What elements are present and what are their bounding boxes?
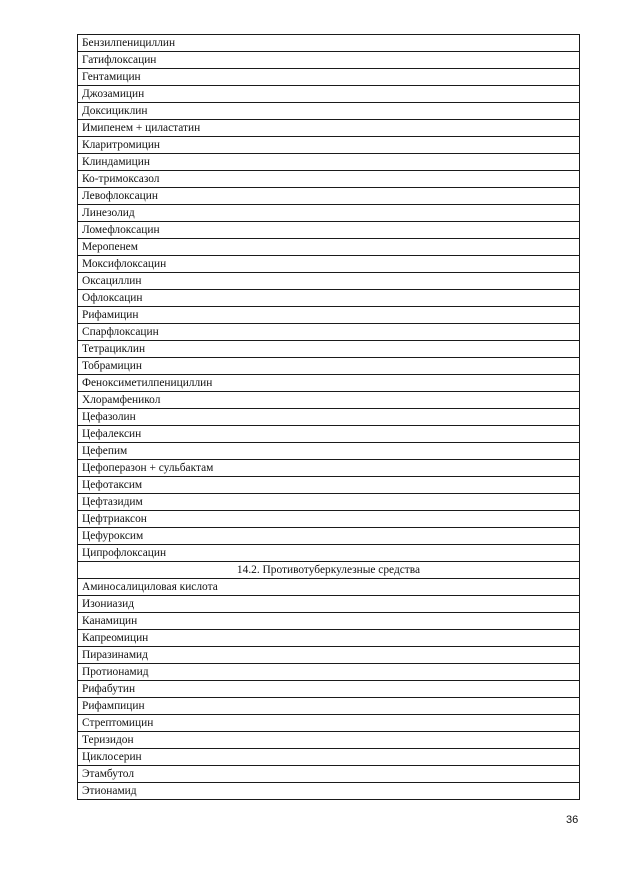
drug-name-cell: Феноксиметилпенициллин <box>78 375 580 392</box>
table-row <box>78 460 580 477</box>
drug-name-cell: Левофлоксацин <box>78 188 580 205</box>
table-row <box>78 630 580 647</box>
table-row <box>78 698 580 715</box>
table-row <box>78 494 580 511</box>
drug-name-cell: Цефуроксим <box>78 528 580 545</box>
table-row <box>78 528 580 545</box>
table-row <box>78 341 580 358</box>
drug-name-cell: Ломефлоксацин <box>78 222 580 239</box>
table-row <box>78 188 580 205</box>
drug-name-cell: Цефепим <box>78 443 580 460</box>
drug-name-cell: Доксициклин <box>78 103 580 120</box>
table-row <box>78 256 580 273</box>
drug-list-table <box>77 34 580 800</box>
table-row <box>78 477 580 494</box>
table-row <box>78 120 580 137</box>
table-row <box>78 392 580 409</box>
drug-name-cell: Капреомицин <box>78 630 580 647</box>
table-row <box>78 732 580 749</box>
drug-name-cell: Стрептомицин <box>78 715 580 732</box>
table-row <box>78 647 580 664</box>
drug-name-cell: Джозамицин <box>78 86 580 103</box>
table-row <box>78 715 580 732</box>
drug-name-cell: Клиндамицин <box>78 154 580 171</box>
table-row <box>78 545 580 562</box>
drug-name-cell: Ципрофлоксацин <box>78 545 580 562</box>
drug-name-cell: Пиразинамид <box>78 647 580 664</box>
table-row <box>78 137 580 154</box>
drug-name-cell: Меропенем <box>78 239 580 256</box>
drug-name-cell: Цефтриаксон <box>78 511 580 528</box>
table-row <box>78 664 580 681</box>
drug-name-cell: Тетрациклин <box>78 341 580 358</box>
drug-name-cell: Гатифлоксацин <box>78 52 580 69</box>
drug-name-cell: Цефазолин <box>78 409 580 426</box>
drug-name-cell: Тобрамицин <box>78 358 580 375</box>
table-row <box>78 596 580 613</box>
table-row <box>78 324 580 341</box>
table-row <box>78 681 580 698</box>
drug-name-cell: Линезолид <box>78 205 580 222</box>
table-row <box>78 86 580 103</box>
section-heading: 14.2. Противотуберкулезные средства <box>78 562 580 579</box>
table-row <box>78 69 580 86</box>
drug-name-cell: Цефотаксим <box>78 477 580 494</box>
table-row <box>78 205 580 222</box>
table-row <box>78 52 580 69</box>
drug-name-cell: Теризидон <box>78 732 580 749</box>
drug-name-cell: Хлорамфеникол <box>78 392 580 409</box>
drug-name-cell: Этионамид <box>78 783 580 800</box>
table-row <box>78 426 580 443</box>
table-row <box>78 375 580 392</box>
table-row <box>78 154 580 171</box>
table-row <box>78 307 580 324</box>
table-row <box>78 409 580 426</box>
table-row <box>78 443 580 460</box>
drug-name-cell: Аминосалициловая кислота <box>78 579 580 596</box>
table-row <box>78 613 580 630</box>
drug-name-cell: Моксифлоксацин <box>78 256 580 273</box>
drug-name-cell: Цефтазидим <box>78 494 580 511</box>
table-row <box>78 103 580 120</box>
table-row <box>78 766 580 783</box>
page-number: 36 <box>566 814 579 826</box>
table-row <box>78 171 580 188</box>
drug-name-cell: Циклосерин <box>78 749 580 766</box>
table-row <box>78 273 580 290</box>
table-row <box>78 35 580 52</box>
table-row <box>78 562 580 579</box>
table-row <box>78 579 580 596</box>
table-row <box>78 749 580 766</box>
table-row <box>78 783 580 800</box>
drug-name-cell: Протионамид <box>78 664 580 681</box>
drug-name-cell: Кларитромицин <box>78 137 580 154</box>
drug-name-cell: Этамбутол <box>78 766 580 783</box>
table-row <box>78 358 580 375</box>
drug-name-cell: Офлоксацин <box>78 290 580 307</box>
drug-name-cell: Рифабутин <box>78 681 580 698</box>
table-row <box>78 290 580 307</box>
table-row <box>78 239 580 256</box>
table-row <box>78 222 580 239</box>
drug-name-cell: Рифамицин <box>78 307 580 324</box>
drug-name-cell: Канамицин <box>78 613 580 630</box>
drug-name-cell: Рифампицин <box>78 698 580 715</box>
drug-list-body <box>78 35 580 800</box>
drug-name-cell: Изониазид <box>78 596 580 613</box>
drug-name-cell: Цефоперазон + сульбактам <box>78 460 580 477</box>
drug-name-cell: Имипенем + циластатин <box>78 120 580 137</box>
drug-name-cell: Ко-тримоксазол <box>78 171 580 188</box>
table-row <box>78 511 580 528</box>
drug-name-cell: Спарфлоксацин <box>78 324 580 341</box>
drug-name-cell: Гентамицин <box>78 69 580 86</box>
drug-name-cell: Цефалексин <box>78 426 580 443</box>
drug-name-cell: Оксациллин <box>78 273 580 290</box>
drug-name-cell: Бензилпенициллин <box>78 35 580 52</box>
